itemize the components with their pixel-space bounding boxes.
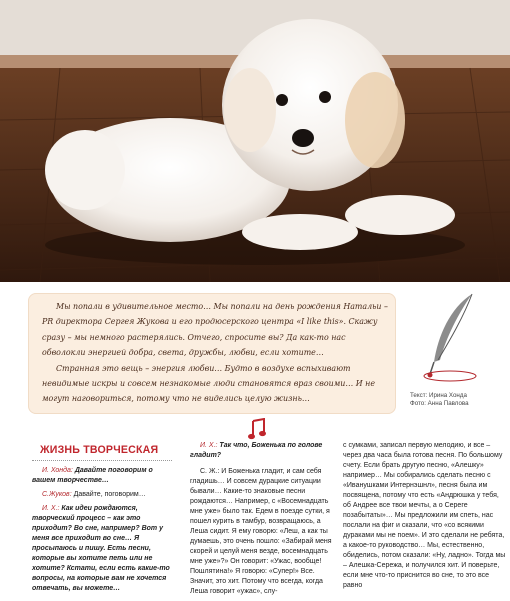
question-text: Давайте поговорим о вашем творчестве… (32, 467, 153, 484)
section-title: ЖИЗНЬ ТВОРЧЕСКАЯ (40, 444, 159, 456)
title-divider (32, 460, 172, 461)
speaker-label: И. Х.: (200, 442, 218, 449)
answer-paragraph: С. Ж.: И Боженька гладит, и сам себя гладишь… И совсем дурацкие ситуации бывали… Какие-то знаковые песни рождаются… Например, с «Восемнадцать мне уже» было так. Едем в поезде сутки, я пошел курить в тамбур, возвращаюсь, а Леша сидит. Я ему говорю: «Леш, а как ты думаешь, это очень пошло: «Забирай меня скорей и целуй меня везде, восемнадцать мне уже»?» Он говорит: «Ужас, вообще! Пошлятина!» Я говорю: «Супер!» Все. Значит, это хит. Потому что всегда, когда Леша говорит «ужас», слу- (190, 468, 332, 595)
question-text: Как идеи рождаются, творческий процесс – как это приходит? Во сне, например? Вот у меня все приходит во сне… Я просыпаюсь и пишу. Есть песни, которые вы хотите петь или не хотите? Кстати, если есть какие-то вопросы, на которые вам не хочется отвечать, вы можете… (32, 505, 170, 592)
article-column-3 (343, 441, 507, 595)
answer-text: Давайте, поговорим… (73, 491, 146, 498)
photo-illustration (0, 0, 510, 282)
puppy-photo (0, 0, 510, 282)
answer-paragraph: с сумками, записал первую мелодию, и все – через два часа была готова песня. По большому счету. Если брать другую песню, «Алешку» например… Мы собирались сделать песню с «Иванушками Интернэшнл», песня была им посвящена, потому что есть «Андрюшка у тебя, об Андрее все твои мечты, а о Сереге позабытаты»… Мы предложили им спеть, нас послали на фиг и сказали, что «со всякими дураками мы не поем». И это сделали не ребята, а какое-то руководство… Мы, естественно, обиделись, потом сказали: «Ну, ладно». Тогда мы – Алешка-Сережа, и получился хит. И поверьте, если мне что-то приснится во сне, то это все равно (343, 442, 506, 589)
intro-paragraph-1: Мы попали в удивительное место… Мы попали на день рождения Натальи – PR директора Сергея Жукова и его продюсерского центра «I like this». Скажу сразу – мы немного растерялись. Отчего, спросите вы? Да как-то нас обволокли энергией добра, света, дружбы, любви, если хотите… (42, 302, 388, 358)
dialogue-line (190, 441, 335, 461)
intro-quote-text (42, 299, 388, 407)
dialogue-line (32, 504, 172, 594)
speaker-label: С.Жуков: (42, 491, 72, 498)
music-note-icon (248, 418, 266, 440)
intro-paragraph-2: Странная это вещь – энергия любви… Будто в воздухе вспыхивают невидимые искры и совсем незнакомые люди становятся враз своими… И не могут наговориться, потому что не виделись целую жизнь… (42, 363, 375, 404)
dialogue-line (32, 466, 172, 486)
article-credits (410, 392, 506, 408)
speaker-label: И. Хонда: (42, 467, 73, 474)
dialogue-line (32, 490, 172, 500)
question-text: Так что, Боженька по голове гладит? (190, 442, 323, 459)
article-column-2 (190, 441, 335, 601)
text-credit: Текст: Ирина Хонда (410, 392, 467, 399)
speaker-label: И. Х.: (42, 505, 60, 512)
intro-quote-box (28, 293, 396, 414)
article-column-1 (32, 466, 172, 598)
photo-credit: Фото: Анна Павлова (410, 400, 469, 407)
quill-pen-icon (420, 290, 488, 386)
